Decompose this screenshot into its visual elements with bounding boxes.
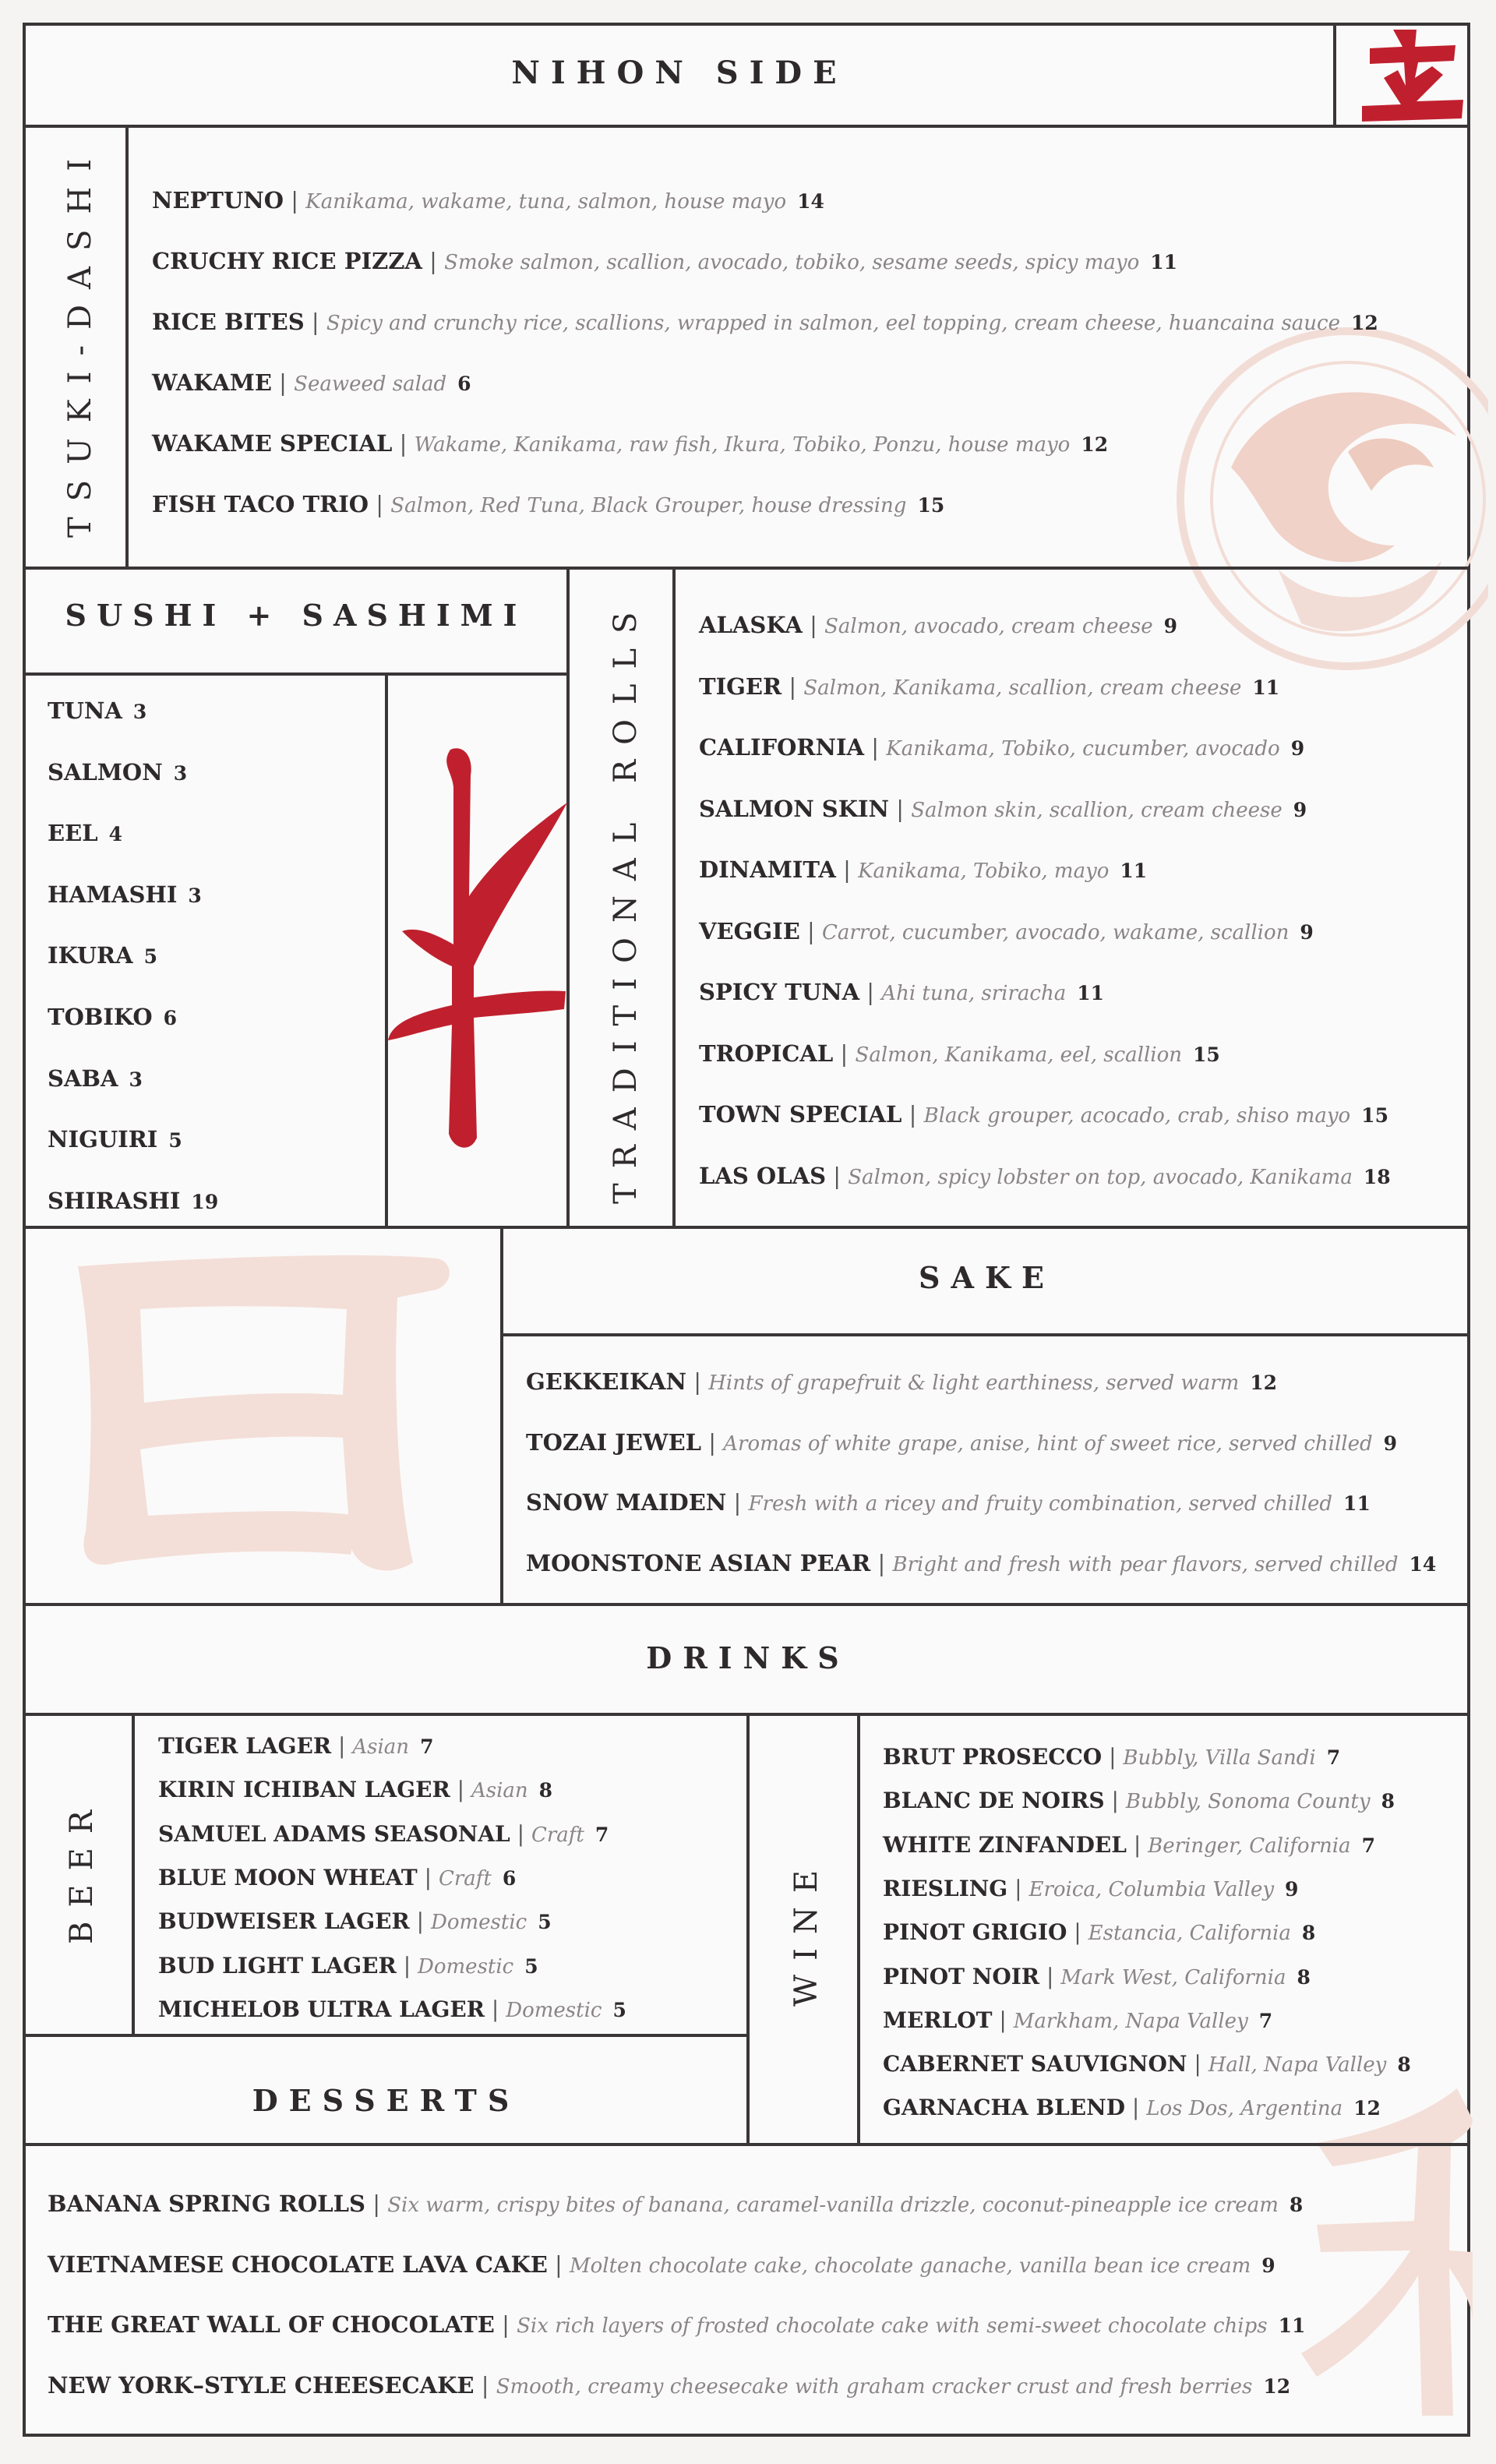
rule [672,567,676,1229]
rolls-item [699,1040,1220,1067]
item-name: HAMASHI [48,881,178,908]
item-price: 5 [538,1911,552,1934]
rule [125,125,129,569]
item-price: 3 [129,1068,143,1091]
beer-item [158,1952,538,1979]
separator: | [494,2311,517,2338]
separator: | [726,1489,749,1516]
item-price: 9 [1300,920,1314,944]
item-description: Asian [471,1779,528,1803]
separator: | [864,734,887,761]
separator: | [859,979,882,1005]
item-name: KIRIN ICHIBAN LAGER [158,1777,450,1803]
separator: | [1039,1963,1061,1989]
item-name: BUD LIGHT LAGER [158,1952,397,1979]
item-name: RIESLING [883,1875,1008,1901]
item-name: WHITE ZINFANDEL [883,1831,1127,1858]
item-price: 5 [143,945,158,969]
item-description: Craft [438,1866,492,1890]
item-name: TROPICAL [699,1040,834,1067]
separator: | [271,369,295,396]
item-name: EEL [48,820,98,847]
item-price: 9 [1261,2254,1275,2277]
item-price: 11 [1278,2314,1306,2337]
item-description: Salmon, Kanikama, eel, scallion [855,1043,1183,1067]
item-description: Markham, Napa Valley [1013,2009,1248,2033]
wine-item [883,1831,1375,1858]
item-name: ALASKA [699,612,803,638]
rule [23,567,1470,570]
item-name: BUDWEISER LAGER [158,1908,410,1935]
item-price: 3 [132,701,147,723]
sushi-item [48,758,188,785]
sake-heading: SAKE [919,1260,1055,1295]
separator: | [802,612,825,638]
drinks-heading: DRINKS [646,1640,850,1675]
item-name: MOONSTONE ASIAN PEAR [526,1549,871,1576]
beer-item [158,1864,517,1890]
item-price: 3 [173,761,188,785]
item-name: BLUE MOON WHEAT [158,1864,418,1890]
item-description: Domestic [418,1954,514,1979]
item-price: 19 [191,1190,219,1213]
item-price: 7 [595,1823,609,1846]
separator: | [686,1368,709,1395]
item-description: Hints of grapefruit & light earthiness, served warm [708,1371,1240,1395]
item-name: SHIRASHI [48,1187,181,1214]
item-price: 12 [1353,2097,1381,2120]
item-description: Salmon, spicy lobster on top, avocado, Kanikama [848,1165,1353,1189]
item-description: Bubbly, Sonoma County [1125,1790,1371,1814]
rolls-item [699,856,1148,883]
separator: | [701,1428,724,1456]
separator: | [365,2190,388,2217]
wine-item [883,2007,1273,2033]
separator: | [417,1864,439,1890]
item-name: TOZAI JEWEL [526,1428,702,1456]
item-name: BRUT PROSECCO [883,1744,1103,1770]
item-name: GARNACHA BLEND [883,2095,1126,2121]
item-price: 7 [1326,1746,1341,1769]
separator: | [782,672,804,700]
sake-item [526,1549,1437,1576]
kanji-brush-icon [386,740,567,1161]
desserts-heading: DESSERTS [252,2083,520,2118]
rolls-item [699,736,1304,759]
separator: | [485,1996,506,2022]
beer-item [158,1735,433,1757]
item-name: TOWN SPECIAL [699,1101,902,1128]
item-description: Fresh with a ricey and fruity combination, served chilled [748,1492,1333,1516]
beer-heading: BEER [64,1796,100,1944]
tsuki_dashi-item [152,493,944,516]
separator: | [331,1733,353,1759]
item-description: Kanikama, wakame, tuna, salmon, house mayo [305,190,787,214]
item-price: 8 [1297,1965,1311,1989]
sake-item [526,1491,1371,1514]
beer-item [158,1820,609,1847]
item-description: Estancia, California [1088,1922,1291,1946]
item-description: Kanikama, Tobiko, cucumber, avocado [886,737,1280,761]
desserts-item [48,2311,1306,2338]
sushi-item [48,1187,219,1214]
item-description: Craft [531,1823,584,1847]
tsuki_dashi-item [152,432,1108,455]
item-name: RICE BITES [152,309,305,335]
item-price: 6 [502,1866,517,1890]
separator: | [1067,1919,1088,1946]
separator: | [889,795,912,822]
kanji-stand-logo-icon [1339,23,1470,125]
separator: | [1104,1788,1126,1814]
tsuki_dashi-item [152,189,824,212]
wine-item [883,1875,1299,1901]
item-price: 7 [420,1735,434,1758]
item-description: Ahi tuna, sriracha [881,982,1067,1005]
item-price: 5 [524,1954,538,1978]
item-price: 8 [1381,1790,1395,1813]
item-description: Six warm, crispy bites of banana, caramel-vanilla drizzle, coconut-pineapple ice cream [387,2194,1279,2217]
item-name: TOBIKO [48,1004,153,1030]
wine-item [883,1790,1395,1812]
item-name: TIGER [699,672,782,700]
item-name: MICHELOB ULTRA LAGER [158,1996,485,2022]
rolls-item [699,795,1307,822]
item-description: Beringer, California [1148,1834,1351,1858]
tsuki_dashi-item [152,250,1177,273]
item-name: THE GREAT WALL OF CHOCOLATE [48,2311,495,2338]
item-price: 7 [1361,1834,1375,1857]
item-price: 7 [1258,2009,1273,2032]
separator: | [826,1162,849,1189]
item-description: Six rich layers of frosted chocolate cake with semi-sweet chocolate chips [517,2314,1268,2338]
wine-item [883,1919,1316,1946]
item-name: VIETNAMESE CHOCOLATE LAVA CAKE [48,2250,548,2278]
item-price: 11 [1150,251,1178,274]
item-description: Aromas of white grape, anise, hint of sweet rice, served chilled [723,1431,1373,1456]
separator: | [799,917,823,944]
item-price: 18 [1363,1165,1391,1188]
item-name: SNOW MAIDEN [526,1489,727,1516]
desserts-item [48,2250,1275,2278]
item-description: Bubbly, Villa Sandi [1123,1746,1316,1770]
item-price: 9 [1290,737,1305,760]
wine-heading: WINE [789,1855,824,2007]
item-description: Kanikama, Tobiko, mayo [858,860,1110,883]
item-price: 8 [1397,2053,1411,2077]
separator: | [450,1777,471,1803]
item-price: 12 [1351,312,1378,334]
beer-item [158,1779,552,1801]
sushi-item [48,881,202,908]
separator: | [992,2007,1014,2033]
item-name: FISH TACO TRIO [152,491,369,517]
item-description: Black grouper, acocado, crab, shiso mayo [923,1104,1351,1128]
item-price: 9 [1293,798,1307,821]
rule [132,1713,135,2035]
separator: | [547,2250,570,2278]
wine-item [883,1963,1311,1989]
kanji-rice-watermark-icon [1286,2073,1473,2423]
dragon-watermark-icon [1161,312,1488,701]
rolls-item [699,917,1314,944]
separator: | [1187,2051,1208,2077]
item-price: 3 [188,884,202,907]
item-name: SALMON [48,758,163,785]
item-description: Salmon skin, scallion, cream cheese [911,798,1283,822]
rolls-item [699,1162,1391,1189]
item-name: GEKKEIKAN [526,1368,686,1395]
beer-item [158,1996,626,2022]
item-description: Spicy and crunchy rice, scallions, wrapped in salmon, eel topping, cream cheese, huancaina sauce [326,312,1341,335]
item-name: DINAMITA [699,856,836,883]
rolls-item [699,981,1104,1004]
item-description: Salmon, Red Tuna, Black Grouper, house dressing [390,494,907,517]
item-name: SAMUEL ADAMS SEASONAL [158,1820,510,1847]
item-price: 15 [1193,1043,1220,1066]
item-name: SABA [48,1064,118,1092]
item-price: 15 [1361,1104,1388,1127]
item-name: CRUCHY RICE PIZZA [152,248,422,274]
rule [23,1603,1470,1606]
tsuki-dashi-heading: TSUKI-DASHI [62,143,98,538]
separator: | [835,856,859,883]
item-price: 5 [612,1998,626,2021]
item-name: VEGGIE [699,917,800,944]
sushi-sashimi-heading: SUSHI + SASHIMI [65,598,527,633]
separator: | [409,1908,431,1935]
item-price: 14 [797,190,824,213]
item-name: LAS OLAS [699,1162,827,1189]
wine-item [883,1746,1340,1768]
item-price: 15 [917,494,945,517]
rule [746,1713,750,2145]
item-name: BANANA SPRING ROLLS [48,2190,365,2217]
item-description: Smoke salmon, scallion, avocado, tobiko, sesame seeds, spicy mayo [444,251,1140,274]
page-title: NIHON SIDE [511,55,848,91]
item-price: 11 [1252,676,1280,699]
sake-item [526,1428,1398,1456]
wine-item [883,2053,1411,2075]
item-description: Wakame, Kanikama, raw fish, Ikura, Tobiko, Ponzu, house mayo [414,433,1071,457]
item-price: 11 [1343,1492,1371,1515]
item-price: 11 [1077,982,1104,1004]
item-price: 6 [163,1007,178,1029]
item-description: Domestic [506,1998,602,2022]
item-description: Seaweed salad [294,372,447,396]
item-description: Eroica, Columbia Valley [1028,1877,1275,1901]
rule [500,1333,1470,1336]
item-price: 9 [1163,615,1178,637]
separator: | [304,309,326,335]
item-description: Mark West, California [1060,1965,1286,1989]
item-description: Asian [352,1735,410,1759]
rule [1333,23,1336,128]
item-description: Domestic [431,1911,527,1935]
item-price: 6 [457,372,471,395]
sake-item [526,1368,1278,1395]
separator: | [901,1101,924,1128]
rule [857,1713,860,2145]
traditional-rolls-heading: TRADITIONAL ROLLS [608,597,644,1204]
rolls-item [699,1103,1388,1126]
beer-item [158,1908,552,1935]
item-price: 5 [168,1129,182,1153]
item-price: 8 [1301,1922,1316,1945]
item-name: NEPTUNO [152,187,284,214]
item-description: Bright and fresh with pear flavors, served chilled [892,1552,1399,1576]
item-price: 8 [538,1779,553,1802]
desserts-item [48,2371,1291,2399]
item-name: PINOT GRIGIO [883,1919,1067,1946]
separator: | [833,1040,856,1067]
item-name: SALMON SKIN [699,795,890,822]
item-description: Carrot, cucumber, avocado, wakame, scallion [822,920,1290,944]
separator: | [422,248,445,274]
kanji-sun-watermark-icon [31,1235,468,1594]
tsuki_dashi-item [152,311,1378,334]
rule [23,125,1470,128]
item-description: Salmon, avocado, cream cheese [824,615,1153,638]
separator: | [396,1952,418,1979]
item-name: TIGER LAGER [158,1733,332,1759]
sushi-item [48,944,157,967]
rolls-item [699,672,1280,700]
item-description: Hall, Napa Valley [1208,2053,1387,2077]
item-name: PINOT NOIR [883,1963,1040,1989]
separator: | [1125,2095,1147,2121]
separator: | [284,187,306,214]
separator: | [510,1820,531,1847]
item-name: NEW YORK–STYLE CHEESECAKE [48,2371,475,2399]
item-name: SPICY TUNA [699,979,860,1005]
separator: | [1102,1744,1124,1770]
rule [23,672,568,676]
sushi-item [48,1064,143,1092]
separator: | [392,430,415,457]
item-name: IKURA [48,942,133,969]
item-name: CALIFORNIA [699,734,865,761]
item-price: 8 [1289,2194,1304,2216]
desserts-item [48,2190,1304,2217]
separator: | [369,491,391,517]
separator: | [474,2371,496,2399]
sushi-item [48,697,147,724]
item-name: CABERNET SAUVIGNON [883,2051,1187,2077]
item-price: 14 [1409,1552,1437,1576]
item-description: Salmon, Kanikama, scallion, cream cheese [803,676,1242,700]
item-name: WAKAME [152,369,272,396]
item-description: Smooth, creamy cheesecake with graham cracker crust and fresh berries [496,2374,1253,2399]
item-price: 9 [1383,1431,1398,1455]
rolls-item [699,614,1177,637]
separator: | [870,1549,893,1576]
item-price: 12 [1263,2374,1291,2398]
item-price: 12 [1081,433,1109,456]
item-price: 12 [1250,1371,1278,1394]
item-price: 11 [1120,860,1148,882]
sushi-item [48,822,122,845]
item-name: MERLOT [883,2007,993,2033]
wine-item [883,2097,1381,2119]
item-price: 4 [108,823,123,846]
separator: | [1007,1875,1029,1901]
item-name: WAKAME SPECIAL [152,430,393,457]
item-name: BLANC DE NOIRS [883,1788,1105,1814]
separator: | [1126,1831,1148,1858]
tsuki_dashi-item [152,369,471,396]
item-price: 9 [1285,1877,1299,1901]
item-description: Los Dos, Argentina [1146,2097,1343,2121]
item-name: TUNA [48,697,122,724]
rule [23,2143,1470,2146]
item-description: Molten chocolate cake, chocolate ganache, vanilla bean ice cream [570,2254,1251,2278]
sushi-item [48,1006,177,1029]
rule [23,2034,749,2037]
item-name: NIGUIRI [48,1126,158,1153]
sushi-item [48,1128,182,1151]
rule [23,1226,1470,1229]
